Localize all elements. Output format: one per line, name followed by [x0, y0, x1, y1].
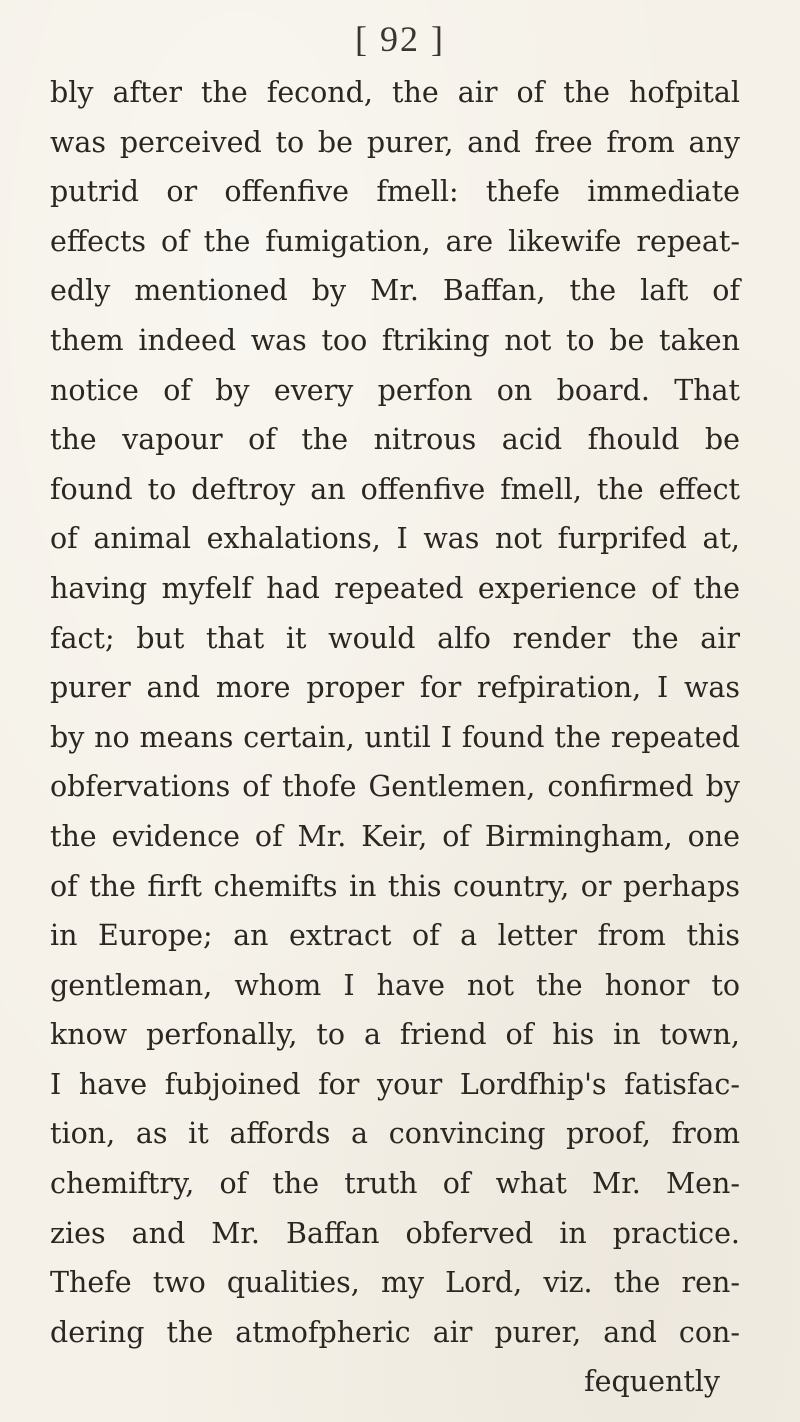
text-line: having myfelf had repeated experience of the	[50, 571, 740, 605]
text-line: effects of the fumigation, are likewife repeat-	[50, 224, 740, 258]
text-line: was perceived to be purer, and free from any	[50, 125, 740, 159]
text-line: putrid or offenfive fmell: thefe immediate	[50, 175, 740, 209]
text-line: dering the atmofpheric air purer, and con-	[50, 1315, 740, 1349]
text-line: zies and Mr. Baffan obferved in practice.	[50, 1216, 740, 1250]
text-line: tion, as it affords a convincing proof, from	[50, 1117, 740, 1151]
catchword: fequently	[584, 1365, 720, 1399]
page-number-header: [ 92 ]	[355, 19, 445, 59]
text-line: I have fubjoined for your Lordfhip's fatisfac-	[50, 1067, 740, 1101]
text-line: the vapour of the nitrous acid fhould be	[50, 423, 740, 457]
text-line: them indeed was too ftriking not to be taken	[50, 323, 740, 357]
text-line: the evidence of Mr. Keir, of Birmingham, one	[50, 819, 740, 853]
text-line: by no means certain, until I found the repeated	[50, 720, 740, 754]
text-line: fact; but that it would alfo render the air	[50, 621, 740, 655]
text-line: gentleman, whom I have not the honor to	[50, 968, 740, 1002]
text-line: of the firft chemifts in this country, or perhaps	[50, 869, 740, 903]
text-line: of animal exhalations, I was not furprifed at,	[50, 522, 740, 556]
text-line: found to deftroy an offenfive fmell, the effect	[50, 472, 740, 506]
text-line: chemiftry, of the truth of what Mr. Men-	[50, 1167, 740, 1201]
text-line: notice of by every perfon on board. That	[50, 373, 740, 407]
text-line: obfervations of thofe Gentlemen, confirmed by	[50, 770, 740, 804]
text-line: in Europe; an extract of a letter from this	[50, 919, 740, 953]
text-line: Thefe two qualities, my Lord, viz. the ren-	[50, 1266, 740, 1300]
text-line: know perfonally, to a friend of his in town,	[50, 1018, 740, 1052]
text-line: edly mentioned by Mr. Baffan, the laft of	[50, 274, 740, 308]
text-line: purer and more proper for refpiration, I was	[50, 671, 740, 705]
body-text	[50, 68, 740, 1407]
text-line: bly after the fecond, the air of the hofpital	[50, 76, 740, 109]
